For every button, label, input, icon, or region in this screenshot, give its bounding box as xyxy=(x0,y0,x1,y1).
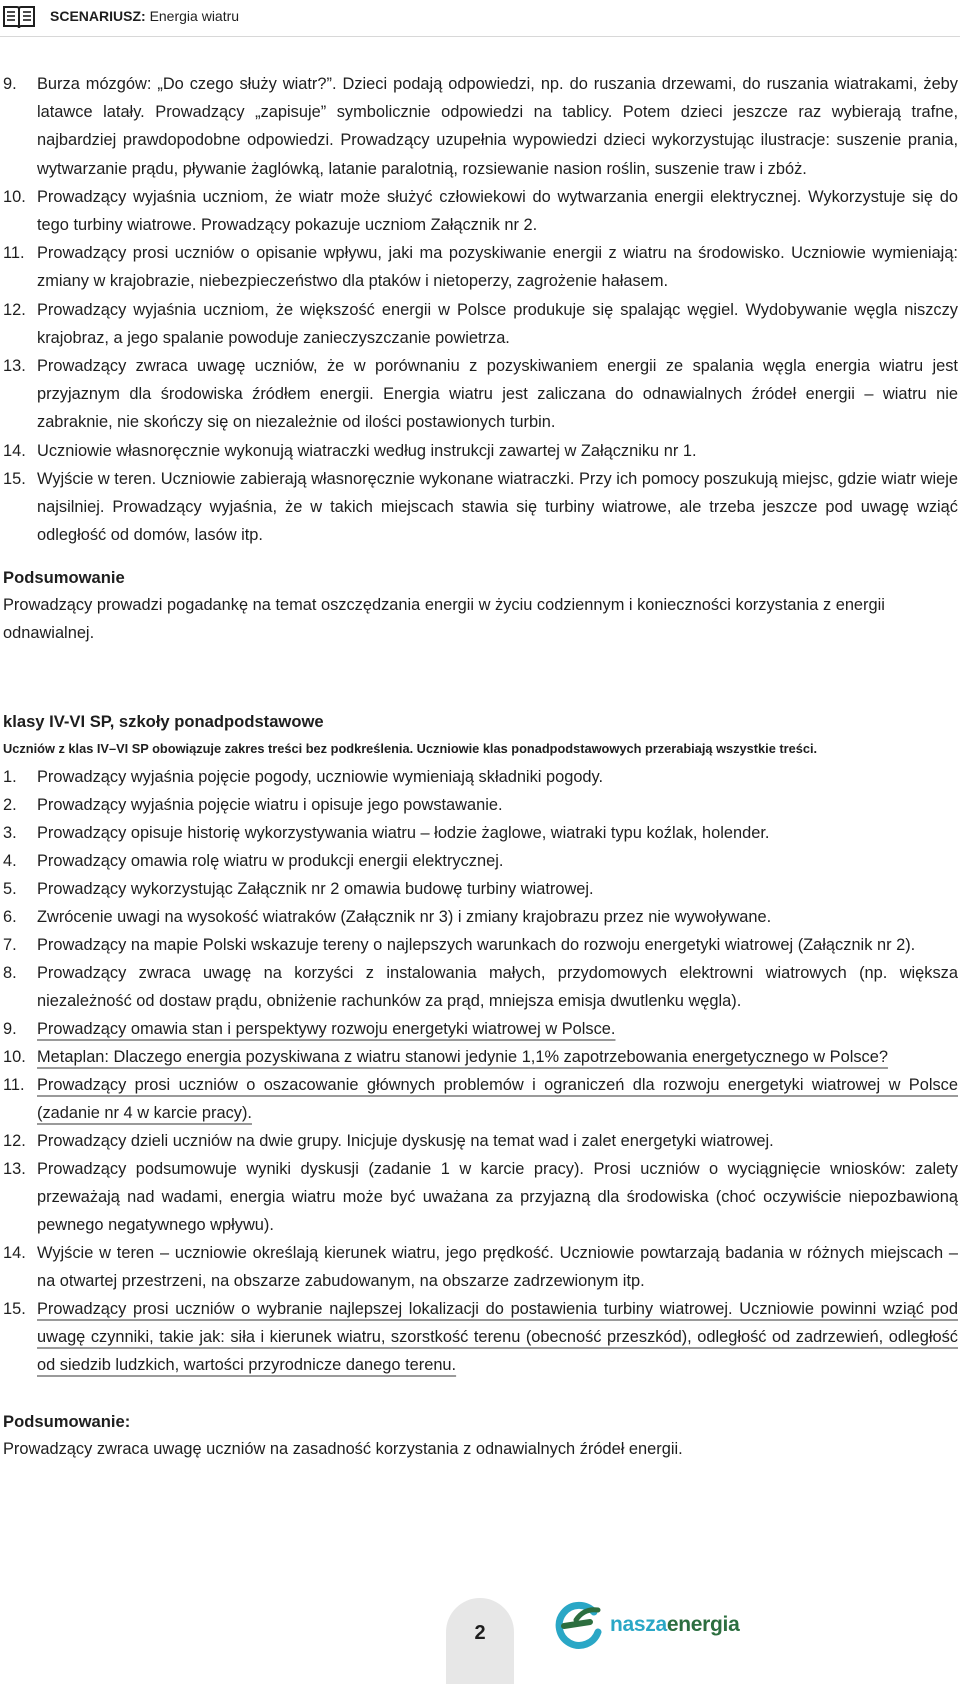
list-item xyxy=(3,352,958,437)
header-title xyxy=(50,8,239,24)
list-item xyxy=(3,1239,958,1295)
list-item-number: 9. xyxy=(3,1020,17,1039)
list-item-text: Zwrócenie uwagi na wysokość wiatraków (Załącznik nr 3) i zmiany krajobrazu przez nie wywoływane. xyxy=(37,908,772,927)
list-item-number: 5. xyxy=(3,880,17,899)
book-icon xyxy=(2,4,36,30)
list-item xyxy=(3,1127,958,1155)
section-note: Uczniów z klas IV–VI SP obowiązuje zakres treści bez podkreślenia. Uczniowie klas ponadpodstawowych przerabiają wszystkie treści. xyxy=(3,741,818,757)
list-item xyxy=(3,183,958,239)
summary-text-2: Prowadzący zwraca uwagę uczniów na zasadność korzystania z odnawialnych źródeł energii. xyxy=(3,1440,683,1459)
list-item-text: Metaplan: Dlaczego energia pozyskiwana z wiatru stanowi jedynie 1,1% zapotrzebowania energetycznego w Polsce? xyxy=(37,1048,888,1067)
summary-text: Prowadzący prowadzi pogadankę na temat oszczędzania energii w życiu codziennym i konieczności korzystania z energii odnawialnej. xyxy=(3,596,885,643)
list-item-text: Burza mózgów: „Do czego służy wiatr?”. Dzieci podają odpowiedzi, np. do ruszania drzewami, do ruszania wiatrakami, żeby latawce latały. Prowadzący „zapisuje” symbolicznie odpowiedzi na tablicy. Potem dzieci jeszcze raz wybierają trafne, najbardziej prawdopodobne odpowiedzi. Prowadzący uzupełnia wypowiedzi dzieci wykorzystując ilustracje: suszenie prania, wytwarzanie prądu, pływanie żaglówką, latanie paralotnią, rozsiewanie nasion roślin, suszenie traw i zbóż. xyxy=(37,75,958,178)
list-item-text: Prowadzący na mapie Polski wskazuje tereny o najlepszych warunkach do rozwoju energetyki wiatrowej (Załącznik nr 2). xyxy=(37,936,916,955)
list-item-number: 13. xyxy=(3,1160,26,1179)
page-number-badge xyxy=(446,1598,514,1684)
list-item-number: 4. xyxy=(3,852,17,871)
list-item xyxy=(3,959,958,1015)
list-item xyxy=(3,1071,958,1127)
list-item-text: Prowadzący wyjaśnia pojęcie wiatru i opisuje jego powstawanie. xyxy=(37,796,503,815)
list-item-number: 11. xyxy=(3,1076,25,1095)
list-item xyxy=(3,819,958,847)
list-item-number: 8. xyxy=(3,964,17,983)
list-item-number: 7. xyxy=(3,936,17,955)
list-item xyxy=(3,847,958,875)
logo-wordmark xyxy=(610,1613,739,1637)
summary-heading: Podsumowanie xyxy=(3,568,125,588)
list-item-text: Prowadzący prosi uczniów o opisanie wpływu, jaki ma pozyskiwanie energii z wiatru na środowisko. Uczniowie wymieniają: zmiany w krajobrazie, niebezpieczeństwo dla ptaków i nietoperzy, zagrożenie hałasem. xyxy=(37,244,958,291)
list-item-text: Wyjście w teren. Uczniowie zabierają własnoręcznie wykonane wiatraczki. Przy ich pomocy poszukują miejsc, gdzie wiatr wieje najsilniej. Prowadzący wyjaśnia, że w takich miejscach stawia się turbiny wiatrowe, ale trzeba jeszcze pod uwagę wziąć odległość od domów, lasów itp. xyxy=(37,469,958,545)
logo-part1: nasza xyxy=(610,1613,667,1636)
list-item-text: Prowadzący prosi uczniów o wybranie najlepszej lokalizacji do postawienia turbiny wiatrowej. Uczniowie powinni wziąć pod uwagę czynniki, takie jak: siła i kierunek wiatru, szorstkość terenu (obecność przeszkód), odległość od zadrzewień, odległość od siedzib ludzkich, wartości przyrodnicze danego terenu. xyxy=(37,1300,958,1375)
list-item xyxy=(3,70,958,183)
list-item-text: Prowadzący wyjaśnia pojęcie pogody, uczniowie wymieniają składniki pogody. xyxy=(37,768,604,787)
list-item-number: 11. xyxy=(3,244,25,263)
list-item-text: Prowadzący omawia rolę wiatru w produkcji energii elektrycznej. xyxy=(37,852,504,871)
list-item-text: Uczniowie własnoręcznie wykonują wiatraczki według instrukcji zawartej w Załączniku nr 1. xyxy=(37,441,697,460)
list-item-text: Prowadzący wyjaśnia uczniom, że większość energii w Polsce produkuje się spalając węgiel. Wydobywanie węgla niszczy krajobraz, a jego spalanie powoduje zanieczyszczanie powietrza. xyxy=(37,300,958,347)
list-item-text: Prowadzący podsumowuje wyniki dyskusji (zadanie 1 w karcie pracy). Prosi uczniów o wyciągnięcie wniosków: zalety przeważają nad wadami, energia wiatru może być uważana za przyjazną dla środowiska (choć oczywiście niepozbawioną pewnego negatywnego wpływu). xyxy=(37,1160,958,1235)
list-item-number: 15. xyxy=(3,469,26,488)
list-item-text: Prowadzący wyjaśnia uczniom, że wiatr może służyć człowiekowi do wytwarzania energii elektrycznej. Wykorzystuje się do tego turbiny wiatrowe. Prowadzący pokazuje uczniom Załącznik nr 2. xyxy=(37,187,958,235)
list-item-text: Prowadzący omawia stan i perspektywy rozwoju energetyki wiatrowej w Polsce. xyxy=(37,1020,616,1039)
logo-part2: energia xyxy=(666,1613,740,1636)
list-item xyxy=(3,296,958,352)
list-item-text: Prowadzący zwraca uwagę na korzyści z instalowania małych, przydomowych elektrowni wiatrowych (np. większa niezależność od dostaw prądu, obniżenie rachunków za prąd, mniejsza emisja dwutlenku węgla). xyxy=(37,964,958,1011)
list-item xyxy=(3,903,958,931)
list-item xyxy=(3,1155,958,1239)
list-item-number: 10. xyxy=(3,187,26,206)
list-item-number: 14. xyxy=(3,441,26,460)
list-item xyxy=(3,763,958,791)
list-item xyxy=(3,1295,958,1379)
list-item-number: 2. xyxy=(3,796,17,815)
naszaenergia-logo xyxy=(554,1600,744,1650)
page-number: 2 xyxy=(474,1622,486,1644)
list-item xyxy=(3,437,958,465)
summary-heading-2: Podsumowanie: xyxy=(3,1412,131,1432)
list-item-number: 14. xyxy=(3,1244,26,1263)
list-item xyxy=(3,465,958,550)
section-heading: klasy IV-VI SP, szkoły ponadpodstawowe xyxy=(3,712,324,732)
list-item-number: 12. xyxy=(3,1132,26,1151)
list-item xyxy=(3,791,958,819)
steps-list-primary xyxy=(3,70,958,549)
list-item xyxy=(3,875,958,903)
list-item-text: Prowadzący opisuje historię wykorzystywania wiatru – łodzie żaglowe, wiatraki typu koźlak, holender. xyxy=(37,824,770,843)
naszaenergia-logo-icon xyxy=(554,1600,606,1650)
list-item-number: 9. xyxy=(3,75,17,93)
list-item-number: 6. xyxy=(3,908,17,927)
list-item-number: 12. xyxy=(3,300,26,319)
list-item xyxy=(3,1043,958,1071)
page-header xyxy=(0,0,960,37)
list-item-number: 1. xyxy=(3,768,17,787)
steps-list-secondary xyxy=(3,763,958,1379)
list-item-text: Prowadzący zwraca uwagę uczniów, że w porównaniu z pozyskiwaniem energii ze spalania węgla energia wiatru jest przyjaznym dla środowiska źródłem energii. Energia wiatru jest zaliczana do odnawialnych źródeł energii – wiatru nie zabraknie, nie skończy się on niezależnie od ilości postawionych turbin. xyxy=(37,357,958,432)
page-content xyxy=(3,70,958,1463)
list-item-text: Prowadzący prosi uczniów o oszacowanie głównych problemów i ograniczeń dla rozwoju energetyki wiatrowej w Polsce (zadanie nr 4 w karcie pracy). xyxy=(37,1076,958,1123)
list-item xyxy=(3,239,958,295)
list-item-number: 15. xyxy=(3,1300,26,1319)
header-subject: Energia wiatru xyxy=(149,8,240,24)
list-item-number: 3. xyxy=(3,824,17,843)
list-item-number: 10. xyxy=(3,1048,26,1067)
list-item-text: Prowadzący wykorzystując Załącznik nr 2 omawia budowę turbiny wiatrowej. xyxy=(37,880,594,899)
list-item-number: 13. xyxy=(3,357,26,376)
list-item-text: Wyjście w teren – uczniowie określają kierunek wiatru, jego prędkość. Uczniowie powtarzają badania w różnych miejscach – na otwartej przestrzeni, na obszarze zabudowanym, na obszarze zadrzewionym itp. xyxy=(37,1244,958,1291)
header-label: SCENARIUSZ: xyxy=(50,8,146,24)
list-item xyxy=(3,1015,958,1043)
list-item xyxy=(3,931,958,959)
list-item-text: Prowadzący dzieli uczniów na dwie grupy. Inicjuje dyskusję na temat wad i zalet energetyki wiatrowej. xyxy=(37,1132,774,1151)
